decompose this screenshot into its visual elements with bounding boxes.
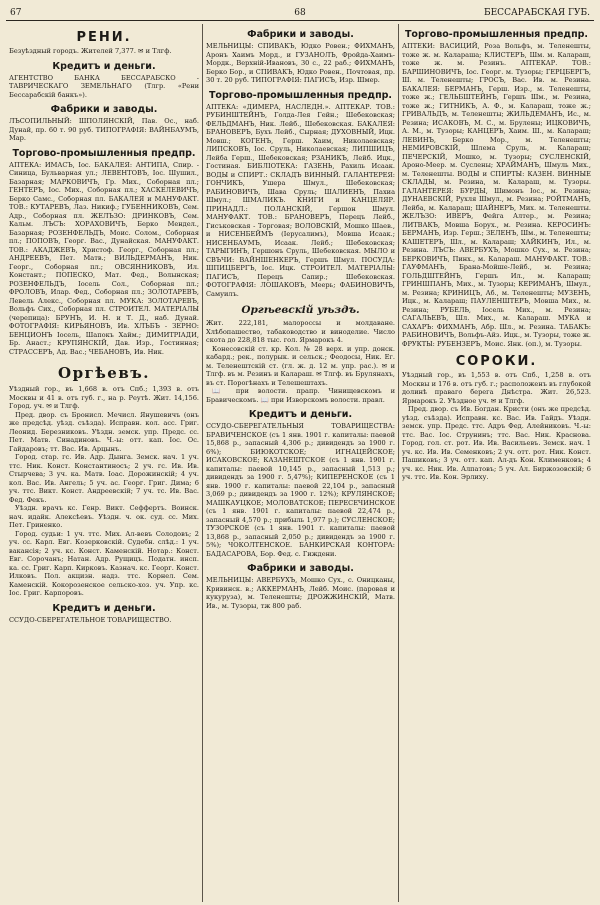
section-heading-trade: Торгово-промышленныя предпр. (12, 147, 196, 159)
officials-paragraph-3: Уѣздн. врачъ кс. Генр. Викт. Сеффертъ. Воинск. нач. идайк. Алексѣевъ. Уѣздн. ч. ок. суд. сс. Мих. Пет. Гриненко. (9, 504, 199, 529)
running-header (6, 6, 594, 21)
section-heading-credit-2: Кредитъ и деньги. (52, 602, 156, 614)
uezd-description-3: 📖 при волости. прапр. Чинищевскомъ и Бравическомъ. 📖 при Изворскомъ волости. правл. (206, 387, 395, 404)
section-heading-trade: Торгово-промышленныя предпр. (208, 89, 393, 101)
uezd-title: Оргѣевскій уѣздъ. (241, 304, 360, 316)
section-heading-trade: Торгово-промышленныя предпр. (404, 29, 589, 40)
officials-paragraph: Пред. двор. съ Ив. Богдан. Кристи (онъ же предсѣд. уѣзд. съѣзда). Исправн. кс. Вас. Ив. Гайдъ. Уѣздн. земск. упр. Предс. ттс. Адръ Фед. Алейниковъ. Ч.-ы: ттс. Вас. Іос. Струнинъ; ттс. Вас. Ник. Краснова. Город. гол. ст. рот. Ив. Ив. Васильевъ. Земск. нач. 1 уч. кс. Ив. Ив. Семенковъ; 2 уч. отт. рот. Ник. Конст. Пашиковъ; 3 уч. отт. кап. Ал-дъ Кон. Клименковъ; 4 уч. кс. Ник. Ив. Алпатовъ; 5 уч. Ал. Биржозовскій; 6 уч. ттс. Ив. Кон. Эрлиху. (402, 405, 591, 481)
section-heading-factories: Фабрики и заводы. (50, 104, 158, 115)
center-page-number: 68 (294, 8, 306, 18)
section-text-trade: АПТЕКИ: ВАСИЦИЙ, Роза Вольфъ, м. Теленешты, тоже ж. м. Калараша; КЛИСТЕРЪ, Шм. м. Калараш, тоже ж. м. Резинъ. АПТЕКАР. ТОВ.: БАРШИНОВИЧЪ, Іос. Георг. м. Тузоры; ГЕРЦБЕРГЪ, Ш. м. Теленешты; ГРОСЪ, Вас. Ив. м. Резина. БАКАЛЕЯ: БЕРМАНЪ, Герш. Изр., м. Теленешты, тоже ж.; ГЕЛЬБШТЕЙНЪ, Гершъ Шм., м. Резина, тоже ж.; ГИТНИКЪ, А. Ф., м. Калараш, тоже ж.; ГРИВАЛЬДЪ, м. Теленешты; ЖИЛЬДЕМАНЪ, Ис., м. Резина; ИСАКОВЪ, М. С., м. Брулены; ИЦКОВИЧЪ, А. М., м. Тузоры; КАНЦЕРЪ, Хаим. Ш., м. Калараш; ЛЕВИНЪ, Берко Мор., м. Теленешты; НЕМИРОВСКІЙ, Шлема Сруль, м. Калараш; ПЕЧЕРСКІЙ, Мошко, м. Тузоры; СУСЛЕНСКІЙ, Ароно-Меер. м. Суслены; ХРАЙМАНЪ, Шмуль Мих., м. Теленешты. ВОДЫ и СПИРТЫ: КАЗЕН. ВИННЫЕ СКЛАДЫ, м. Резина, м. Калараш, м. Тузоры. ГАЛАНТЕРЕЯ: БУРДЫ, Шимонъ Іос., м. Резина; ДУНАЕВСКІЙ, Рухля Шмул., м. Резина; РОЙТМАНЪ, Лейба, м. Калараш; ШАЙНЕРЪ, Мих. м. Теленешты. ЖЕЛЪЗО: ИВЕРЪ, Фейга Алтер., м. Резина; ЛИТВАКЪ, Мовша Борух., м. Резина. КЕРОСИНЪ: БЕРМАНЪ, Изр. Герш.; ЗЕЛЕНЪ, Шм., м. Теленешты; КАШЕТЕРЪ, Шл., м. Калараш; ХАЙКИНЪ, Ил., м. Резина. ЛЪСЪ: АВЕРБУХЪ, Мошко Сух., м. Резина; БЕРКОВИЧЪ, Пинх., м. Калараш. МАНУФАКТ. ТОВ.: ГАУФМАНЪ, Брана-Мойше-Лейб., м. Резина; ГОЛЬДШТЕЙНЪ, Гершъ Ил., м. Калараш; ГРИНШПАНЪ, Мих., м. Тузоры; КЕРИМАНЪ, Шмул., м. Резина; КРИНИЦЪ, Аб., м. Теленешты; МУЗЕНЪ, Ицк., м. Калараш; ПАУЛЕНШТЕРЪ, Мовша Мих., м. Резина; РУБЕЛЬ, Іосель Мих., м. Резина; САГАЛЬЕВЪ, Шл. Мих., м. Калараш. МУКА и САХАРЪ: ФИХМАНЪ, Абр. Шл., м. Резина. ТАБАКЪ: РАБИНОВИЧЪ, Вольфъ-Айз. Ицк., м. Тузоры, тоже ж. ФРУКТЫ: РУБЕНЗЕРЪ, Моис. Янк. (оп.), м. Тузоры. (402, 42, 591, 348)
section-heading-credit: Кредитъ и деньги. (248, 409, 353, 420)
place-title-soroki: СОРОКИ. (455, 354, 538, 369)
place-title-reni: РЕНИ. (76, 30, 132, 45)
column-2 (202, 24, 398, 902)
place-description: Безуѣздный городъ. Жителей 7,377. ✉ и Тлгф. (9, 47, 172, 55)
section-text-factories: ЛЪСОПИЛЬНЫЙ: ШПОЛЯНСКІЙ, Пав. Ос., наб. Дунай, пр. 60 т. 90 руб. ТИПОГРАФІЯ: ВАЙНБАУМЪ, Мар. (9, 117, 199, 142)
uezd-description: Жит. 222,181, малороссы и молдаване. Хлѣбопашество, табаководство и виноделие. Число скота до 228,818 тыс. гол. Ярмарокъ 4. (206, 319, 395, 344)
officials-paragraph-1: Пред. двор. съ Бронисл. Мечисл. Янушевичъ (онъ же предсѣд. уѣзд. съѣзда). Исправн. кол. асс. Григ. Леонид. Березниковъ. Уѣздн. земск. упр. Предс. сс. Пет. Матв. Синадиновъ. Ч.-ы: отт. кап. Іос. Ос. Гайдаровъ; тт. Вас. Ив. Арцынъ. (9, 410, 199, 453)
section-text-trade: АПТЕКА: ИМАСЪ, Іос. БАКАЛЕЯ: АНТИПА, Спир. - Синица, Бульварная ул.; ЛЕВЕНТОВЪ, Іос. Шушил., Базарная; МАРКОВИЧЪ, Гр. Мих., Соборная пл.; ГЕНТЕРЪ, Іос. Мих., Соборная пл.; ХАСКЕЛЕВИЧЪ, Берко Самс., Соборная пл. БАКАЛЕЯ и МАНУФАКТ. ТОВ.: КУТАРЕВЪ, Лаз. Никиф.; ГУБЕННИКОВЪ, Сем. Адр., Соборная пл. ЖЕЛЪЗО: ДРИНКОВЪ, Сем. Кальм. ЛЪСЪ: ХОРАХОВИЧЪ, Берко Мендел., Базарная; РОЗЕНФЕЛЬДЪ, Моис. Солом., Соборная пл.; ПОПОВЪ, Георг. Вас., Дунайская. МАНУФАКТ. ТОВ.: АКАДЖЕВЪ, Христоф. Георг., Соборная пл.; АНДРЕЕВЪ, Пет. Матв.; ВИЛЬДЕРМАНЪ, Ник. Георг., Соборная пл.; ОВСЯННИКОВЪ, Ил. Констант.; ПОПЕСКО, Мат. Фед., Волынская; РОЗЕНФЕЛЬДЪ, Іосель Сол., Соборная пл.; ФРОЛОВЪ, Илар. Фед., Соборная пл.; ЗОЛОТАРЕВЪ, Левель Алекс., Соборная пл. МУКА: ЗОЛОТАРЕВЪ, Вольфъ Сих., Соборная пл. СТРОИТЕЛ. МАТЕРІАЛЫ (черепица): БРУНЪ, И. Н. и Т. Д., наб. Дунай. ФОТОГРАФІЯ: КИРЬЯНОВЪ, Ив. ХЛЪБЪ - ЗЕРНО: БЕНЦИОНЪ Іосель, Шапокъ Хайм.; ДИМИТРІАДИ, Бр. Анаст.; КРУПЯНСКІЙ, Дав. Изр., Гостинная; СТРАССЕРЪ, Ад. Вас.; ЧЕБАНОВЪ, Ив. Ник. (9, 160, 199, 356)
section-text-credit: ССУДО-СБЕРЕГАТЕЛЬНЫЯ ТОВАРИЩЕСТВА: БРАВИЧЕНСКОЕ (съ 1 янв. 1901 г. капиталы: паевой 15,868 р., запасный 4,306 р.; дивидендъ за 1900 г. 6%); БИЮКОТСКОЕ; ИГНАЦЕЙСКОЕ; ИСАКОВСКОЕ; КАЗАНЕШТСКОЕ (съ 1 янв. 1901 г. капиталы: паевой 10,145 р., запасный 1,513 р.; дивидендъ за 1900 г. 5,47%); КИПЕРЕНСКОЕ (съ 1 янв. 1900 г. капиталы: паевой 22,104 р., запасный 3,069 р.; дивидендъ за 1900 г. 12%); КРУЛЯНСКОЕ; МАШКАУЦКОЕ; МОЛОВАТСКОЕ; ПЕРЕСЕЧИНСКОЕ (съ 1 янв. 1901 г. капиталы: паевой 22,474 р., запасный 4,570 р.; прибыль 1,977 р.); СУСЛЕНСКОЕ; ТУЗОРСКОЕ (съ 1 янв. 1901 г. капиталы: паевой 13,868 р., запасный 2,050 р.; дивидендъ за 1900 г. 5%); ЧОКОЛТЕНСКОЕ. БАНКИРСКАЯ КОНТОРА: БАДАСАРОВА, Бор. Фед. с. Гиждени. (206, 422, 395, 558)
left-page-number: 67 (10, 8, 22, 18)
section-heading-factories-2: Фабрики и заводы. (247, 563, 354, 574)
place-description-soroki: Уѣздный гор., въ 1,553 в. отъ Спб., 1,258 в. отъ Москвы и 176 в. отъ губ. г.; расположенъ въ глубокой долинѣ праваго берега Днѣстра. Жит. 26,523. Ярмарокъ 2. Уѣздное уч. ✉ и Тлгф. (402, 371, 591, 405)
column-1 (6, 24, 202, 902)
column-3 (398, 24, 594, 902)
place-title-orgeev: Оргѣевъ. (58, 364, 150, 382)
section-text-credit-2: ССУДО-СБЕРЕГАТЕЛЬНОЕ ТОВАРИЩЕСТВО. (9, 615, 172, 624)
uezd-description-2: Конесовскій ст. кр. Кол. № 28 верх. и упр. донск. кабард.; рек., полурык. и сельск.; Феодосы, Ник. Ег. м. Теленештскій ст. (гл. ж. д. 12 м. упр. рас.). ✉ и Тлгф. въ м. Резинъ и Калараш. ✉ Тлгф. въ Брулянахъ, въ ст. Порогѣнахъ и Телешештахъ. (206, 344, 395, 387)
officials-paragraph-4: Город. судьи: 1 уч. ттс. Мих. Ал-вевъ Солодовъ; 2 уч. сс. Карл. Евг. Козерковскій. Судебн. слѣд.: 1 уч. вакансія; 2 уч. кс. Конст. Каменскій. Нотар.: Конст. Евг. Сорочанъ; Натан. Адр. Рущицъ. Податн. инсп. ка. сс. Григ. Карп. Кирковъ. Казнач. кс. Георг. Конст. Илковъ. Пол. акцизн. надз. ттс. Корнел. Сем. Каменскій. Кокорозенское сельско-хоз. уч. Упр. кс. Іос. Григ. Карпоровъ. (9, 529, 199, 597)
section-text-credit: АГЕНТСТВО БАНКА БЕССАРАБСКО - ТАВРИЧЕСКАГО ЗЕМЕЛЬНАГО (Тлгр. «Рени Бессарабскій банкъ»). (9, 73, 199, 99)
three-columns (6, 24, 594, 902)
section-text-trade: АПТЕКА: «ДИМЕРА, НАСЛЕДН.». АПТЕКАР. ТОВ.: РУБИНШТЕЙНЪ, Голда-Лея Гейн.; Шебековская; ФЕЛЬДМАНЪ, Ник. Лейб., Шебековская. БАКАЛЕЯ: БРАНОВЕРЪ, Бухъ Лейб., Сырная; ДУХОВНЫЙ, Ицк. Мовш.; КОГЕНЪ, Герш. Хаим, Николаевская; ЛИПСКОВЪ, Іос. Сруль, Николаевская; ЛИПШИЦЪ, Лейба Герш., Шебековская; РЗАНИКЪ, Лейб. Ицк., Гостиная. БИБЛІОТЕКА: ГАЗЕНЬ, Рахиль Исаак. ВОДЫ и СПИРТ.: СКЛАДЪ ВИННЫЙ. ГАЛАНТЕРЕЯ: ГОНЧИКЪ, Ушера Шмул., Шебековская; РАБИНОВИЧЪ, Шава Сруль; ШАЛИЕНЪ, Пахиа Шмул.; ШМАЛИКЪ. КНИГИ и КАНЦЕЛЯР. ПРИНАДЛ.: ПОЛАНСКІЙ, Гершон Шмул. МАНУФАКТ. ТОВ.: БРАНОВЕРЪ, Перецъ Лейб., Гисъковская - Торговая; ВОЛОВСКІЙ, Мошко Шаев., и НИСЕНБЕЙМЪ (Іерусалимъ), Мовша Исаак.; НИСЕНБАУМЪ, Исаак. Лейб.; Шебековская; ТАРЫГИНЪ, Гершонъ Сруль, Шебековская. МЫЛО и СВЪЧИ: ВАЙНШЕНКЕРЪ, Гершъ Шмул. ПОСУДА: ШПИЦБЕРГЪ, Іос. Ицк. СТРОИТЕЛ. МАТЕРІАЛЫ: ПАГИСЪ, Перецъ Сапир.; Шебековская. ФОТОГРАФІЯ: ЛОШАКОВЪ, Меерь; ФАБИНОВИЧЪ, Самуилъ. (206, 102, 395, 298)
running-title: БЕССАРАБСКАЯ ГУБ. (484, 8, 590, 18)
section-text-factories: МЕЛЬНИЦЫ: СПИВАКЪ, Юдко Ровен.; ФИХМАНЪ, Аронъ Хаимъ Морд., и ГУЗАНОЛЪ, Фройда-Хаимъ-Мордк., Верхній-Ивановъ, 30 с., 22 раб.; ФИХМАНЪ, Берко Бор., и СПИВАКЪ, Юдко Ровен., Почтовая, пр. 30 т. 20 руб. ТИПОГРАФІЯ: ПАГИСЪ, Изр. Шмер. (206, 42, 395, 84)
section-text-factories-2: МЕЛЬНИЦЫ: АВЕРБУХЪ, Мошко Сух., с. Оницканы, Кривинск. в.; АККЕРМАНЪ, Лейб. Моис. (паровая и кукуруза), м. Теленешты; ДРОЖЖИНСКІЙ, Матв. Ив., м. Тузоры, тж 800 раб. (206, 576, 395, 610)
place-description-orgeev: Уѣздный гор., въ 1,668 в. отъ Спб.; 1,393 в. отъ Москвы и 41 в. отъ губ. г., на р. Реутѣ. Жит. 14,156. Город. уч. ✉ и Тлгф. (9, 385, 199, 410)
officials-paragraph-2: Город. стар. гс. Ив. Адр. Дынга. Земск. нач. 1 уч. ттс. Ник. Конст. Константиносъ; 2 уч. гс. Ив. Ив. Стырчева; 3 уч. ка. Матв. Іоас. Дорожинскій; 4 уч. кол. Вас. Ив. Ангель; 5 уч. ас. Георг. Григ. Дима; 6 уч. ттс. Викт. Конст. Андреевскій; 7 уч. тс. Ив. Вас. Фед. Фекъ. (9, 453, 199, 504)
section-heading-credit: Кредитъ и деньги. (52, 60, 156, 72)
section-heading-factories: Фабрики и заводы. (247, 29, 354, 40)
